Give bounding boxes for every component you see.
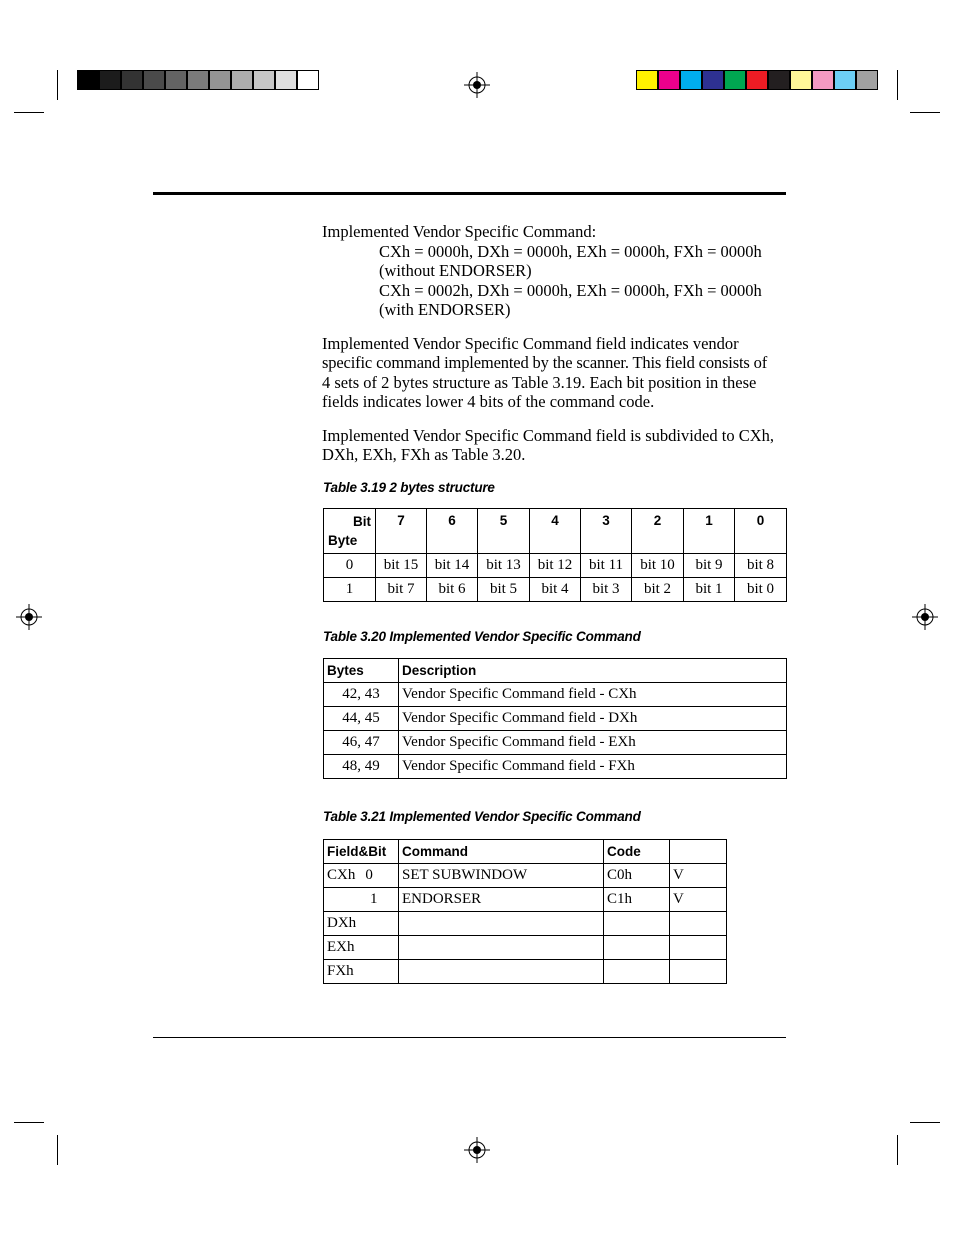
gray-swatch: [231, 70, 253, 90]
bit-cell: bit 1: [684, 578, 735, 602]
registration-mark-icon: [464, 72, 490, 98]
paragraph-1-line: fields indicates lower 4 bits of the command code.: [322, 392, 655, 411]
intro-line-2: CXh = 0002h, DXh = 0000h, EXh = 0000h, FXh = 0000h: [379, 281, 762, 300]
paragraph-2-line: Implemented Vendor Specific Command field is subdivided to CXh,: [322, 426, 775, 445]
gray-swatch: [77, 70, 99, 90]
gray-swatch: [143, 70, 165, 90]
column-header: 5: [478, 509, 530, 554]
corner-byte-label: Byte: [328, 533, 358, 548]
bit-label: 0: [365, 867, 373, 883]
header-rule: [153, 192, 786, 195]
column-header: Code: [604, 840, 670, 864]
table-row: [324, 936, 727, 960]
table-row: [324, 912, 727, 936]
bit-cell: bit 12: [530, 554, 581, 578]
color-swatch: [746, 70, 768, 90]
table-3-19: [323, 508, 787, 602]
bit-cell: bit 6: [427, 578, 478, 602]
flag-cell: [670, 936, 727, 960]
gray-swatch: [187, 70, 209, 90]
table-caption: Table 3.19 2 bytes structure: [323, 480, 495, 495]
color-swatch: [636, 70, 658, 90]
table-caption: Table 3.20 Implemented Vendor Specific Command: [323, 629, 641, 644]
color-swatch: [856, 70, 878, 90]
column-header: Field&Bit: [324, 840, 399, 864]
table-row: [324, 888, 727, 912]
table-row: [324, 707, 787, 731]
table-row: [324, 683, 787, 707]
code-cell: [604, 960, 670, 984]
description-cell: Vendor Specific Command field - EXh: [399, 731, 787, 755]
intro-line-1-note: (without ENDORSER): [379, 261, 532, 280]
flag-cell: V: [670, 888, 727, 912]
registration-mark-icon: [16, 604, 42, 630]
bit-cell: bit 7: [376, 578, 427, 602]
column-header: Command: [399, 840, 604, 864]
color-swatch: [834, 70, 856, 90]
description-cell: Vendor Specific Command field - DXh: [399, 707, 787, 731]
column-header: 1: [684, 509, 735, 554]
table-row: [324, 731, 787, 755]
color-swatch: [702, 70, 724, 90]
footer-rule: [153, 1037, 786, 1038]
table-3-20: [323, 658, 787, 779]
color-swatch: [790, 70, 812, 90]
bit-cell: bit 10: [632, 554, 684, 578]
code-cell: [604, 912, 670, 936]
corner-bit-label: Bit: [353, 514, 371, 529]
field-bit-cell: [324, 888, 399, 912]
flag-cell: V: [670, 864, 727, 888]
gray-swatch: [99, 70, 121, 90]
color-swatch: [680, 70, 702, 90]
paragraph-2-line: DXh, EXh, FXh as Table 3.20.: [322, 445, 526, 464]
column-header: 7: [376, 509, 427, 554]
bit-cell: bit 5: [478, 578, 530, 602]
paragraph-1-line: Implemented Vendor Specific Command field indicates vendor: [322, 334, 739, 353]
gray-swatch: [165, 70, 187, 90]
bit-cell: bit 8: [735, 554, 787, 578]
table-caption: Table 3.21 Implemented Vendor Specific Command: [323, 809, 641, 824]
gray-swatch: [297, 70, 319, 90]
column-header: 2: [632, 509, 684, 554]
table-row: [324, 554, 787, 578]
flag-cell: [670, 912, 727, 936]
field-bit-cell: [324, 864, 399, 888]
byte-cell: 1: [324, 578, 376, 602]
bit-cell: bit 2: [632, 578, 684, 602]
bit-cell: bit 4: [530, 578, 581, 602]
table-row: [324, 755, 787, 779]
table-3-21: [323, 839, 727, 984]
gray-swatch: [253, 70, 275, 90]
bytes-cell: 44, 45: [324, 707, 399, 731]
field-label: CXh: [327, 867, 356, 883]
column-header: 0: [735, 509, 787, 554]
command-cell: SET SUBWINDOW: [399, 864, 604, 888]
table-row: [324, 960, 727, 984]
gray-swatch: [275, 70, 297, 90]
column-header: Bytes: [324, 659, 399, 683]
bit-cell: bit 0: [735, 578, 787, 602]
byte-cell: 0: [324, 554, 376, 578]
command-cell: [399, 936, 604, 960]
description-cell: Vendor Specific Command field - CXh: [399, 683, 787, 707]
intro-line-2-note: (with ENDORSER): [379, 300, 511, 319]
color-swatch: [768, 70, 790, 90]
bytes-cell: 46, 47: [324, 731, 399, 755]
bytes-cell: 48, 49: [324, 755, 399, 779]
table-row: [324, 864, 727, 888]
column-header: [670, 840, 727, 864]
column-header: 6: [427, 509, 478, 554]
paragraph-1-line: 4 sets of 2 bytes structure as Table 3.19. Each bit position in these: [322, 373, 757, 392]
bit-cell: bit 15: [376, 554, 427, 578]
bytes-cell: 42, 43: [324, 683, 399, 707]
field-bit-cell: FXh: [324, 960, 399, 984]
table-row: [324, 578, 787, 602]
bit-cell: bit 9: [684, 554, 735, 578]
corner-header: [324, 509, 376, 554]
bit-cell: bit 11: [581, 554, 632, 578]
column-header: 3: [581, 509, 632, 554]
column-header: 4: [530, 509, 581, 554]
color-swatch: [724, 70, 746, 90]
field-bit-cell: EXh: [324, 936, 399, 960]
flag-cell: [670, 960, 727, 984]
intro-heading: Implemented Vendor Specific Command:: [322, 222, 597, 241]
command-cell: ENDORSER: [399, 888, 604, 912]
bit-cell: bit 3: [581, 578, 632, 602]
bit-cell: bit 13: [478, 554, 530, 578]
registration-mark-icon: [464, 1137, 490, 1163]
command-cell: [399, 912, 604, 936]
bit-label: 1: [370, 891, 378, 907]
color-swatch: [812, 70, 834, 90]
gray-swatch: [121, 70, 143, 90]
bit-cell: bit 14: [427, 554, 478, 578]
column-header: Description: [399, 659, 787, 683]
code-cell: [604, 936, 670, 960]
description-cell: Vendor Specific Command field - FXh: [399, 755, 787, 779]
code-cell: C1h: [604, 888, 670, 912]
color-swatch: [658, 70, 680, 90]
code-cell: C0h: [604, 864, 670, 888]
registration-mark-icon: [912, 604, 938, 630]
gray-swatch: [209, 70, 231, 90]
field-bit-cell: DXh: [324, 912, 399, 936]
paragraph-1-line: specific command implemented by the scanner. This field consists of: [322, 353, 768, 372]
command-cell: [399, 960, 604, 984]
intro-line-1: CXh = 0000h, DXh = 0000h, EXh = 0000h, FXh = 0000h: [379, 242, 762, 261]
